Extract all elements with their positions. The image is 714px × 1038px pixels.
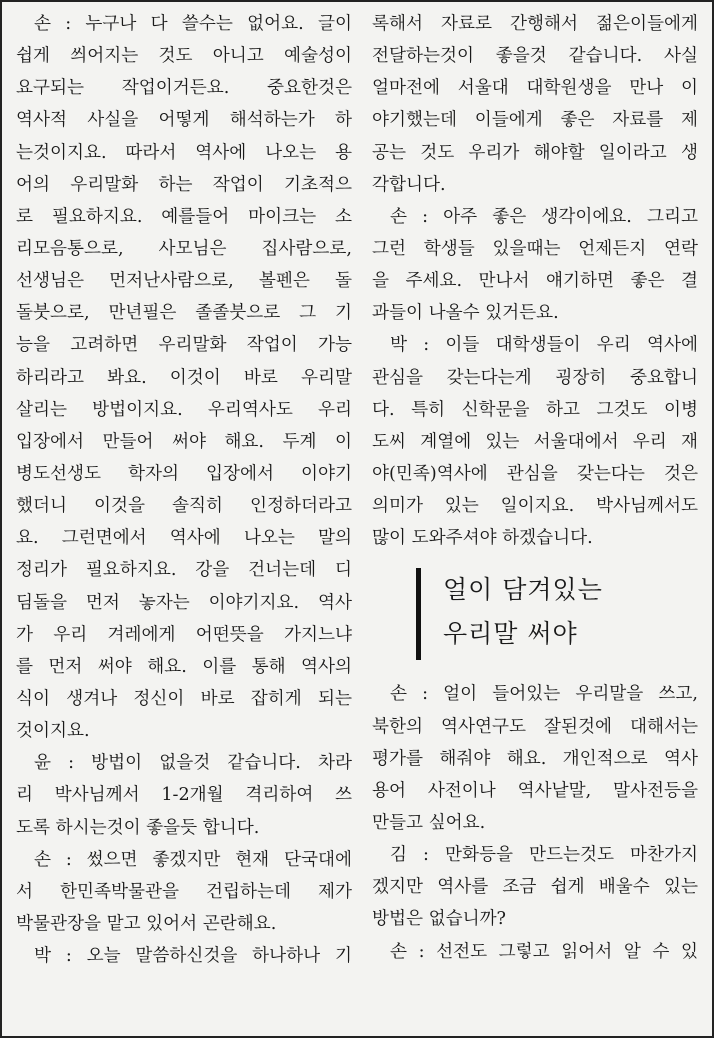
text-line: 딤돌을 먼저 놓자는 이야기지요. 역사 xyxy=(16,592,352,613)
text-line: 만들고 싶어요. xyxy=(372,812,486,833)
text-line: 야(민족)역사에 관심을 갖는다는 것은 xyxy=(372,463,698,484)
text-line: 선생님은 먼저난사람으로, 볼펜은 돌 xyxy=(16,271,352,292)
headline-line-2: 우리말 써야 xyxy=(443,619,578,649)
text-line: 입장에서 만들어 써야 해요. 두계 이 xyxy=(16,431,352,452)
text-line: 그런 학생들 있을때는 언제든지 연락 xyxy=(372,238,698,259)
text-line: 박 : 이들 대학생들이 우리 역사에 xyxy=(390,335,698,356)
left-column xyxy=(16,8,352,972)
text-line: 전달하는것이 좋을것 같습니다. 사실 xyxy=(372,46,698,67)
text-line: 요구되는 작업이거든요. 중요한것은 xyxy=(16,78,352,99)
text-line: 용어 사전이나 역사낱말, 말사전등을 xyxy=(372,780,698,801)
text-line: 는것이지요. 따라서 역사에 나오는 용 xyxy=(16,142,352,163)
text-line: 방법은 없습니까? xyxy=(372,909,506,930)
text-line: 많이 도와주셔야 하겠습니다. xyxy=(372,528,593,549)
text-line: 평가를 해줘야 해요. 개인적으로 역사 xyxy=(372,748,698,769)
text-line: 했더니 이것을 솔직히 인정하더라고 xyxy=(16,496,352,517)
text-line: 식이 생겨나 정신이 바로 잡히게 되는 xyxy=(16,688,352,709)
text-line: 를 먼저 써야 해요. 이를 통해 역사의 xyxy=(16,656,352,677)
text-line: 각합니다. xyxy=(372,174,446,195)
text-line: 손 : 선전도 그렇고 읽어서 알 수 있 xyxy=(390,941,698,962)
text-line: 박물관장을 맡고 있어서 곤란해요. xyxy=(16,913,277,934)
text-line: 병도선생도 학자의 입장에서 이야기 xyxy=(16,463,352,484)
text-line: 살리는 방법이지요. 우리역사도 우리 xyxy=(16,399,352,420)
text-line: 하리라고 봐요. 이것이 바로 우리말 xyxy=(16,367,352,388)
text-line: 능을 고려하면 우리말화 작업이 가능 xyxy=(16,335,352,356)
text-line: 과들이 나올수 있거든요. xyxy=(372,303,559,324)
text-line: 야기했는데 이들에게 좋은 자료를 제 xyxy=(372,110,698,131)
text-line: 쉽게 씌어지는 것도 아니고 예술성이 xyxy=(16,46,352,67)
text-line: 의미가 있는 일이지요. 박사님께서도 xyxy=(372,496,698,517)
text-line: 손 : 아주 좋은 생각이에요. 그리고 xyxy=(390,206,698,227)
text-line: 손 : 누구나 다 쓸수는 없어요. 글이 xyxy=(34,14,352,34)
text-line: 윤 : 방법이 없을것 같습니다. 차라 xyxy=(34,753,352,774)
text-line: 정리가 필요하지요. 강을 건너는데 디 xyxy=(16,560,352,581)
text-line: 서 한민족박물관을 건립하는데 제가 xyxy=(16,881,352,902)
text-line: 것이지요. xyxy=(16,721,90,742)
text-line: 로 필요하지요. 예를들어 마이크는 소 xyxy=(16,206,352,227)
text-line: 록해서 자료로 간행해서 젊은이들에게 xyxy=(372,14,698,34)
text-line: 북한의 역사연구도 잘된것에 대해서는 xyxy=(372,716,698,737)
text-line: 을 주세요. 만나서 얘기하면 좋은 결 xyxy=(372,271,698,292)
text-line: 손 : 썼으면 좋겠지만 현재 단국대에 xyxy=(34,849,352,870)
text-line: 리모음통으로, 사모님은 집사람으로, xyxy=(16,238,352,259)
text-line: 리 박사님께서 1-2개월 격리하여 쓰 xyxy=(16,785,352,806)
text-line: 공는 것도 우리가 해야할 일이라고 생 xyxy=(372,142,698,163)
text-line: 도씨 계열에 있는 서울대에서 우리 재 xyxy=(372,431,698,452)
text-line: 관심을 갖는다는게 굉장히 중요합니 xyxy=(372,367,698,388)
text-line: 도록 하시는것이 좋을듯 합니다. xyxy=(16,817,260,838)
text-line: 겠지만 역사를 조금 쉽게 배울수 있는 xyxy=(372,877,698,898)
headline-line-1: 얼이 담겨있는 xyxy=(443,575,603,605)
text-line: 김 : 만화등을 만드는것도 마찬가지 xyxy=(390,845,698,866)
section-headline xyxy=(416,568,698,660)
text-line: 박 : 오늘 말씀하신것을 하나하나 기 xyxy=(34,946,352,967)
text-line: 얼마전에 서울대 대학원생을 만나 이 xyxy=(372,78,698,99)
text-line: 다. 특히 신학문을 하고 그것도 이병 xyxy=(372,399,698,420)
text-line: 돌붓으로, 만년필은 졸졸붓으로 그 기 xyxy=(16,303,352,324)
text-line: 가 우리 겨레에게 어떤뜻을 가지느냐 xyxy=(16,624,352,645)
right-column xyxy=(372,8,698,968)
text-line: 어의 우리말화 하는 작업이 기초적으 xyxy=(16,174,352,195)
text-line: 손 : 얼이 들어있는 우리말을 쓰고, xyxy=(390,684,698,705)
text-line: 요. 그런면에서 역사에 나오는 말의 xyxy=(16,528,352,549)
text-line: 역사적 사실을 어떻게 해석하는가 하 xyxy=(16,110,352,131)
